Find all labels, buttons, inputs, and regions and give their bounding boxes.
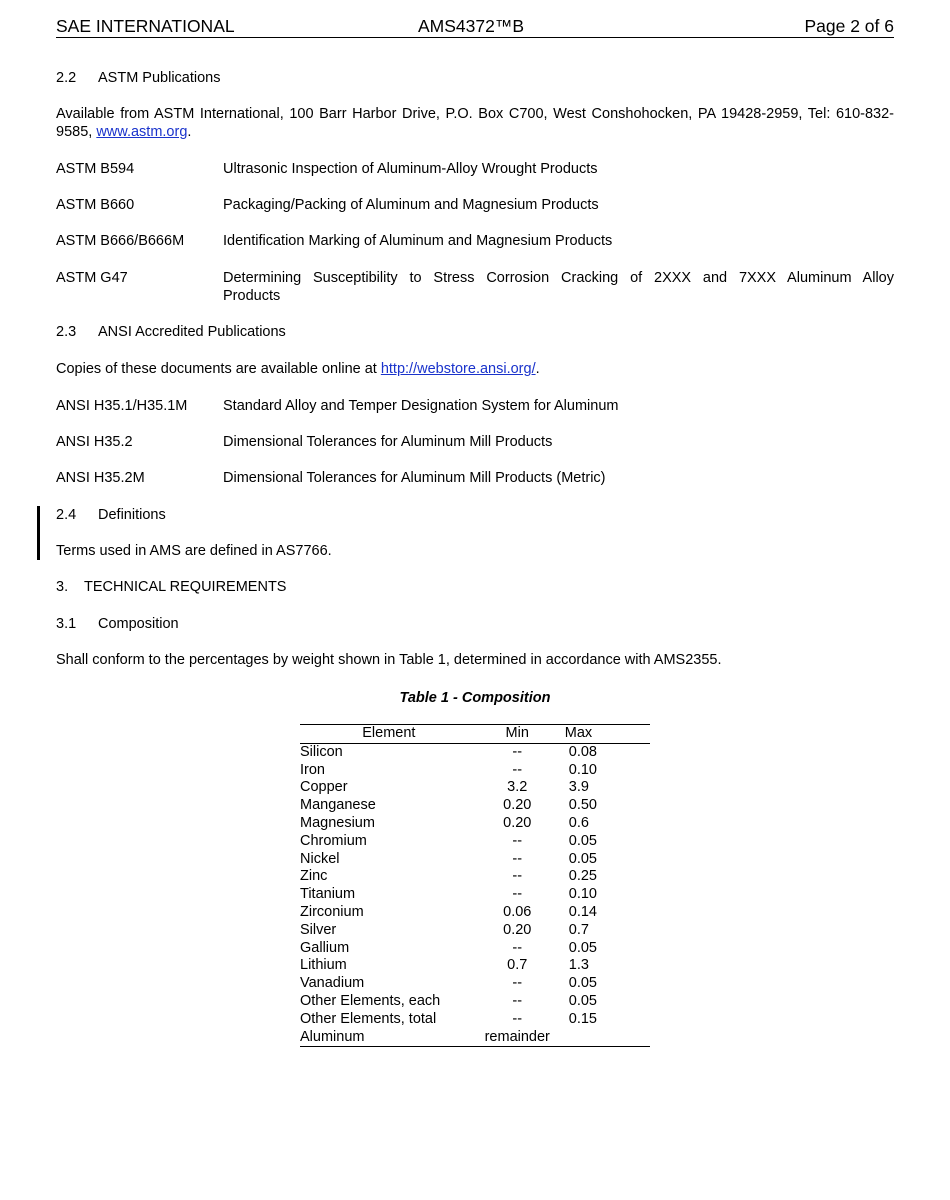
- section-2-3-heading: [56, 323, 286, 341]
- table-row: [300, 1011, 650, 1029]
- table-row: [300, 922, 650, 940]
- section-number: 2.3: [56, 324, 77, 340]
- header-element: Element: [300, 725, 478, 744]
- section-3-heading: [56, 578, 286, 596]
- table-row: [300, 993, 650, 1011]
- cell-element: Lithium: [300, 957, 347, 974]
- cell-max: 1.3: [568, 957, 589, 974]
- cell-min: 0.06: [503, 903, 532, 920]
- ansi-period: .: [535, 361, 540, 377]
- reference-title: Ultrasonic Inspection of Aluminum-Alloy Wrought Products: [223, 161, 598, 177]
- reference-title: Standard Alloy and Temper Designation System for Aluminum: [223, 398, 619, 414]
- cell-element: Iron: [300, 761, 325, 778]
- cell-element: Zirconium: [300, 903, 364, 920]
- reference-code: ANSI H35.1/H35.1M: [56, 398, 188, 414]
- header-organization: SAE INTERNATIONAL: [56, 16, 235, 36]
- table-row: [300, 868, 650, 886]
- table-row: [300, 1029, 650, 1047]
- cell-min: 0.20: [503, 797, 532, 814]
- header-document-number: AMS4372™B: [418, 16, 525, 36]
- cell-element: Manganese: [300, 797, 376, 814]
- section-title: Definitions: [98, 507, 166, 523]
- table-row: [300, 743, 650, 761]
- cell-max: 0.05: [568, 992, 597, 1009]
- cell-element: Chromium: [300, 832, 367, 849]
- ansi-availability-text: Copies of these documents are available online at: [56, 361, 381, 377]
- cell-min: remainder: [478, 1029, 557, 1047]
- cell-element: Aluminum: [300, 1029, 478, 1047]
- section-title: Composition: [98, 616, 179, 632]
- cell-element: Nickel: [300, 850, 340, 867]
- cell-element: Zinc: [300, 868, 328, 885]
- cell-min: 3.2: [507, 779, 528, 796]
- cell-max: [557, 1029, 650, 1047]
- reference-title-line-2: Products: [223, 288, 281, 304]
- reference-title-line-1: Determining Susceptibility to Stress Corrosion Cracking of 2XXX and 7XXX Aluminum Alloy: [223, 270, 894, 286]
- cell-element: Silicon: [300, 743, 343, 760]
- cell-element: Other Elements, total: [300, 1010, 437, 1027]
- table-row: [300, 957, 650, 975]
- section-2-4-heading: [56, 506, 166, 524]
- cell-max: 3.9: [568, 779, 589, 796]
- table-row: [300, 797, 650, 815]
- cell-max: 0.10: [568, 886, 597, 903]
- table-row: [300, 851, 650, 869]
- reference-code: ASTM G47: [56, 270, 128, 286]
- table-body: [300, 743, 650, 1047]
- composition-text: Shall conform to the percentages by weight shown in Table 1, determined in accordance with AMS2355.: [56, 652, 722, 668]
- cell-min: --: [512, 939, 523, 956]
- table-row: [300, 904, 650, 922]
- cell-max: 0.05: [568, 939, 597, 956]
- table-row: [300, 833, 650, 851]
- cell-element: Other Elements, each: [300, 992, 441, 1009]
- reference-code: ASTM B594: [56, 161, 135, 177]
- reference-code: ASTM B660: [56, 197, 135, 213]
- cell-max: 0.50: [568, 797, 597, 814]
- cell-min: --: [512, 761, 523, 778]
- cell-max: 0.08: [568, 743, 597, 760]
- cell-element: Gallium: [300, 939, 350, 956]
- astm-availability-text: Available from ASTM International, 100 Barr Harbor Drive, P.O. Box C700, West Conshohocken, PA 19428-2959, Tel: 610-832-9585,: [56, 106, 894, 140]
- cell-min: 0.20: [503, 921, 532, 938]
- cell-max: 0.7: [568, 921, 589, 938]
- header-min: Min: [478, 725, 557, 744]
- cell-element: Vanadium: [300, 975, 365, 992]
- header-max: Max: [557, 725, 650, 744]
- table-row: [300, 940, 650, 958]
- cell-max: 0.6: [568, 814, 589, 831]
- cell-min: 0.7: [507, 957, 528, 974]
- astm-website-link[interactable]: www.astm.org: [96, 124, 188, 140]
- astm-period: .: [187, 124, 192, 140]
- ansi-availability-paragraph: [56, 360, 540, 378]
- cell-min: --: [512, 992, 523, 1009]
- ansi-webstore-link[interactable]: http://webstore.ansi.org/: [380, 361, 536, 377]
- revision-change-bar: [37, 506, 40, 560]
- header-page-number: Page 2 of 6: [804, 16, 894, 36]
- reference-code: ANSI H35.2M: [56, 470, 145, 486]
- reference-code: ANSI H35.2: [56, 434, 133, 450]
- cell-min: 0.20: [503, 814, 532, 831]
- section-number: 2.4: [56, 507, 77, 523]
- cell-min: --: [512, 832, 523, 849]
- reference-title: Dimensional Tolerances for Aluminum Mill Products: [223, 434, 553, 450]
- cell-max: 0.10: [568, 761, 597, 778]
- cell-max: 0.05: [568, 850, 597, 867]
- cell-min: --: [512, 868, 523, 885]
- reference-title: Packaging/Packing of Aluminum and Magnesium Products: [223, 197, 599, 213]
- table-row: [300, 886, 650, 904]
- cell-element: Copper: [300, 779, 348, 796]
- cell-min: --: [512, 1010, 523, 1027]
- section-2-2-heading: [56, 69, 221, 87]
- section-number: 3.: [56, 579, 69, 595]
- reference-title: Identification Marking of Aluminum and Magnesium Products: [223, 233, 613, 249]
- cell-min: --: [512, 975, 523, 992]
- cell-max: 0.05: [568, 832, 597, 849]
- cell-element: Silver: [300, 921, 337, 938]
- cell-max: 0.14: [568, 903, 597, 920]
- section-number: 2.2: [56, 70, 77, 86]
- astm-availability-paragraph: [56, 105, 894, 141]
- section-title: ASTM Publications: [98, 70, 221, 86]
- table-row: [300, 815, 650, 833]
- section-3-1-heading: [56, 615, 179, 633]
- reference-code: ASTM B666/B666M: [56, 233, 185, 249]
- table-header-row: [300, 725, 650, 744]
- reference-title: Dimensional Tolerances for Aluminum Mill Products (Metric): [223, 470, 606, 486]
- cell-element: Magnesium: [300, 814, 375, 831]
- table-row: [300, 779, 650, 797]
- section-title: TECHNICAL REQUIREMENTS: [84, 579, 287, 595]
- cell-element: Titanium: [300, 886, 356, 903]
- cell-min: --: [512, 886, 523, 903]
- cell-min: --: [512, 850, 523, 867]
- cell-max: 0.15: [568, 1010, 597, 1027]
- cell-max: 0.05: [568, 975, 597, 992]
- table-caption: Table 1 - Composition: [399, 690, 551, 706]
- table-row: [300, 762, 650, 780]
- section-title: ANSI Accredited Publications: [98, 324, 286, 340]
- composition-table: [300, 724, 650, 1047]
- table-row: [300, 975, 650, 993]
- definitions-text: Terms used in AMS are defined in AS7766.: [56, 543, 332, 559]
- page-header: [56, 15, 894, 38]
- cell-min: --: [512, 743, 523, 760]
- section-number: 3.1: [56, 616, 77, 632]
- cell-max: 0.25: [568, 868, 597, 885]
